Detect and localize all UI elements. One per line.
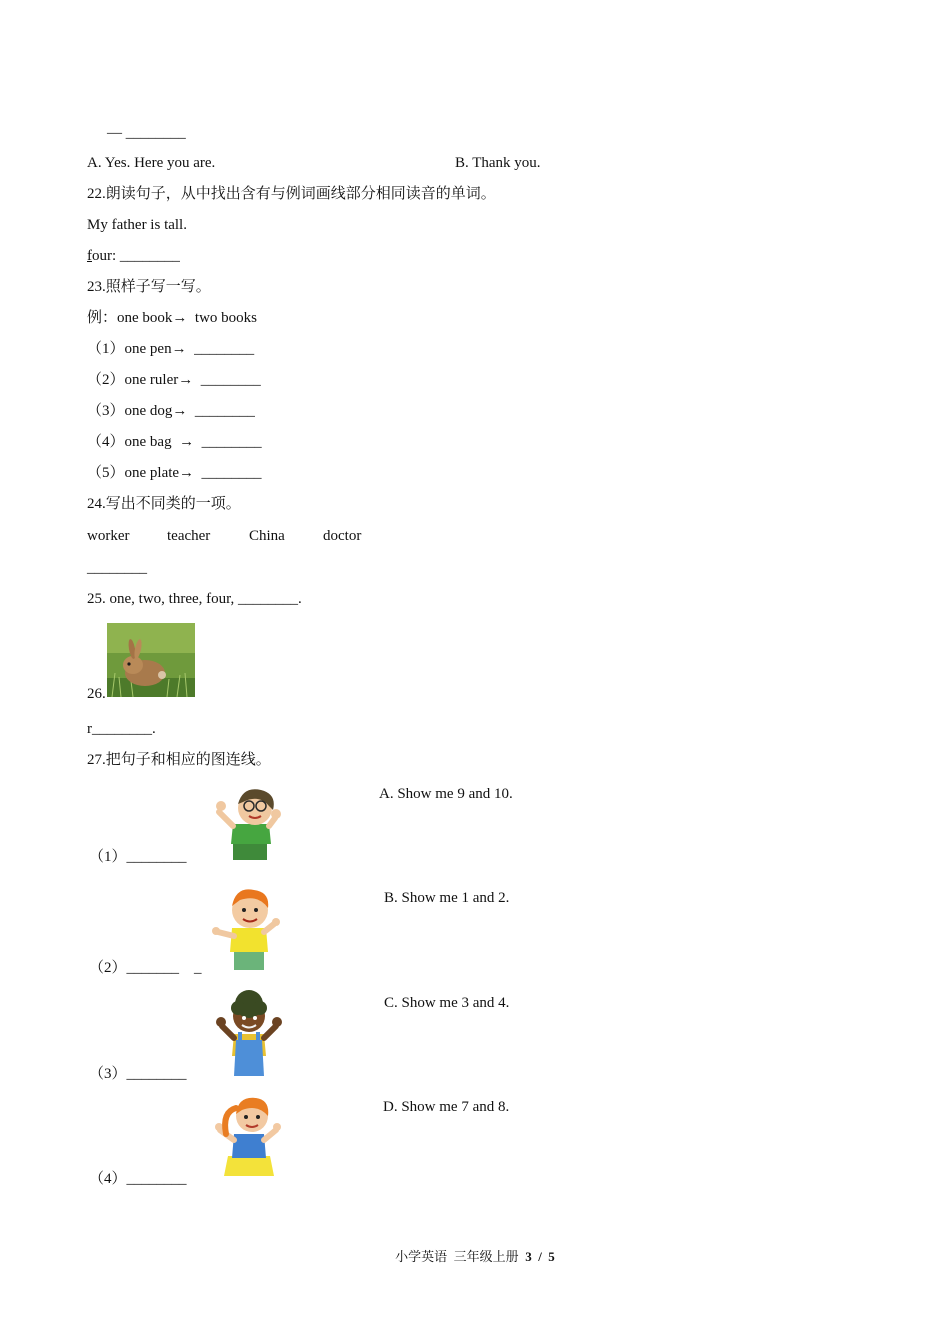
q27-option-b: B. Show me 1 and 2.: [384, 890, 510, 906]
q24-prompt: 24.写出不同类的一项。: [87, 496, 241, 512]
page-number: 3 / 5: [525, 1249, 555, 1264]
q22-example-rest: our: ________: [92, 248, 180, 264]
q23-item[interactable]: （1）one pen→ ________: [87, 341, 255, 357]
q24-answer-blank[interactable]: ________: [87, 560, 147, 576]
boy-pointing-cartoon-icon[interactable]: [212, 884, 284, 974]
q24-word: worker: [87, 528, 130, 544]
q23-item[interactable]: （3）one dog→ ________: [87, 403, 255, 419]
q23-item[interactable]: （5）one plate→ ________: [87, 465, 262, 481]
girl-ponytail-cartoon-icon[interactable]: [212, 1090, 286, 1182]
q22-underlined-letter: f: [87, 248, 92, 264]
q27-label[interactable]: （1）________: [89, 849, 187, 865]
q25-sequence[interactable]: 25. one, two, three, four, ________.: [87, 591, 302, 607]
q27-option-a: A. Show me 9 and 10.: [379, 786, 513, 802]
q22-example-word[interactable]: [87, 247, 180, 265]
q24-word: doctor: [323, 528, 362, 544]
q27-option-c: C. Show me 3 and 4.: [384, 995, 510, 1011]
q21-option-a: A. Yes. Here you are.: [87, 155, 216, 171]
boy-glasses-cartoon-icon[interactable]: [215, 784, 287, 864]
q27-label[interactable]: （2）_______ _: [89, 960, 202, 976]
q21-answer-blank[interactable]: — ________: [107, 125, 186, 141]
page-footer: [0, 1246, 950, 1265]
q26-number: 26.: [87, 686, 106, 702]
q21-option-b: B. Thank you.: [455, 155, 541, 171]
q22-sentence: My father is tall.: [87, 217, 187, 233]
q27-label[interactable]: （3）________: [89, 1066, 187, 1082]
q23-item[interactable]: （2）one ruler→ ________: [87, 372, 261, 388]
rabbit-photo-icon: [107, 623, 195, 697]
q27-prompt: 27.把句子和相应的图连线。: [87, 752, 271, 768]
q24-word: China: [249, 528, 285, 544]
q24-word: teacher: [167, 528, 211, 544]
footer-subject: 小学英语 三年级上册: [395, 1249, 526, 1264]
boy-overalls-cartoon-icon[interactable]: [214, 990, 286, 1080]
q27-option-d: D. Show me 7 and 8.: [383, 1099, 510, 1115]
q23-prompt: 23.照样子写一写。: [87, 279, 211, 295]
q27-label[interactable]: （4）________: [89, 1171, 187, 1187]
q23-item[interactable]: （4）one bag → ________: [87, 434, 262, 450]
q23-example: 例：one book→ two books: [87, 310, 257, 326]
q26-answer[interactable]: r________.: [87, 721, 156, 737]
q22-prompt: 22.朗读句子，从中找出含有与例词画线部分相同读音的单词。: [87, 186, 496, 202]
